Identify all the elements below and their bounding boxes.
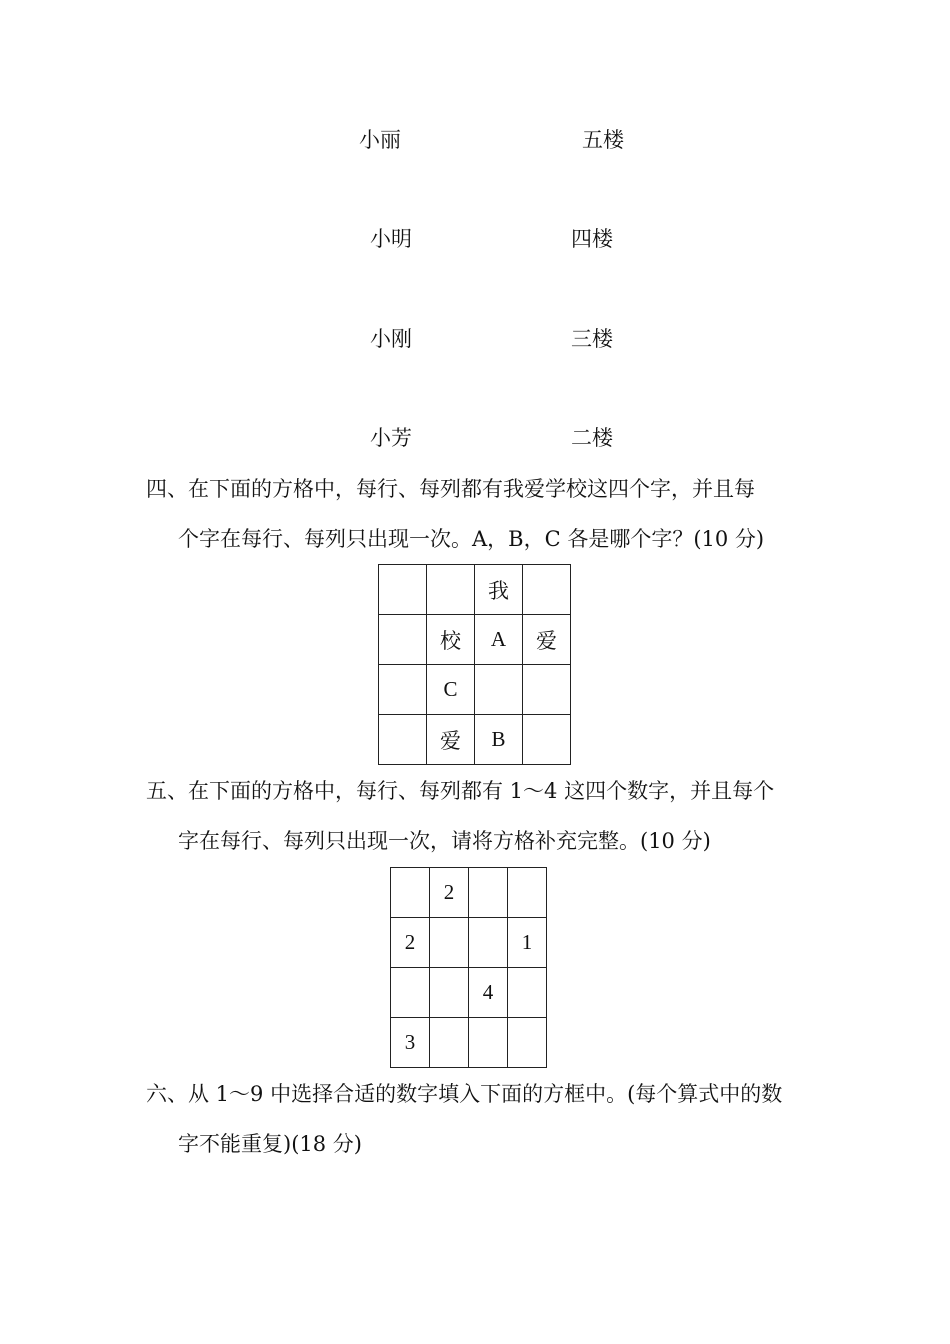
grid-cell: 2 — [430, 868, 469, 918]
match-right-floor: 四楼 — [571, 227, 613, 251]
grid-cell: 3 — [391, 1018, 430, 1068]
grid-cell — [523, 565, 571, 615]
grid-cell — [523, 665, 571, 715]
grid-cell — [391, 968, 430, 1018]
q5-text-line2: 字在每行、每列只出现一次，请将方格补充完整。(10 分) — [178, 829, 711, 853]
grid-cell: C — [427, 665, 475, 715]
grid-cell — [379, 665, 427, 715]
q6-text-line1: 六、从 1～9 中选择合适的数字填入下面的方框中。(每个算式中的数 — [146, 1082, 783, 1106]
grid-cell — [469, 1018, 508, 1068]
grid-cell: B — [475, 715, 523, 765]
grid-cell — [379, 615, 427, 665]
grid-cell: 校 — [427, 615, 475, 665]
match-right-floor: 五楼 — [582, 128, 624, 152]
grid-cell: 4 — [469, 968, 508, 1018]
match-left-name: 小丽 — [359, 128, 401, 152]
grid-cell — [469, 918, 508, 968]
grid-cell — [508, 968, 547, 1018]
q5-grid — [390, 867, 547, 1068]
grid-cell — [475, 665, 523, 715]
q4-text-line1: 四、在下面的方格中，每行、每列都有我爱学校这四个字，并且每 — [146, 477, 755, 501]
grid-cell — [391, 868, 430, 918]
grid-cell — [523, 715, 571, 765]
grid-cell — [427, 565, 475, 615]
grid-cell — [508, 1018, 547, 1068]
match-right-floor: 三楼 — [571, 327, 613, 351]
q4-grid — [378, 564, 571, 765]
match-left-name: 小刚 — [370, 327, 412, 351]
grid-cell — [379, 715, 427, 765]
grid-cell: A — [475, 615, 523, 665]
q6-text-line2: 字不能重复)(18 分) — [178, 1132, 362, 1156]
grid-cell: 我 — [475, 565, 523, 615]
grid-cell: 爱 — [523, 615, 571, 665]
grid-cell — [469, 868, 508, 918]
grid-cell — [430, 968, 469, 1018]
grid-cell — [430, 1018, 469, 1068]
q5-text-line1: 五、在下面的方格中，每行、每列都有 1～4 这四个数字，并且每个 — [146, 779, 775, 803]
grid-cell — [508, 868, 547, 918]
grid-cell: 2 — [391, 918, 430, 968]
match-left-name: 小明 — [370, 227, 412, 251]
match-left-name: 小芳 — [370, 426, 412, 450]
match-right-floor: 二楼 — [571, 426, 613, 450]
grid-cell — [430, 918, 469, 968]
grid-cell — [379, 565, 427, 615]
q4-text-line2: 个字在每行、每列只出现一次。A，B，C 各是哪个字？(10 分) — [178, 527, 765, 551]
grid-cell: 爱 — [427, 715, 475, 765]
grid-cell: 1 — [508, 918, 547, 968]
